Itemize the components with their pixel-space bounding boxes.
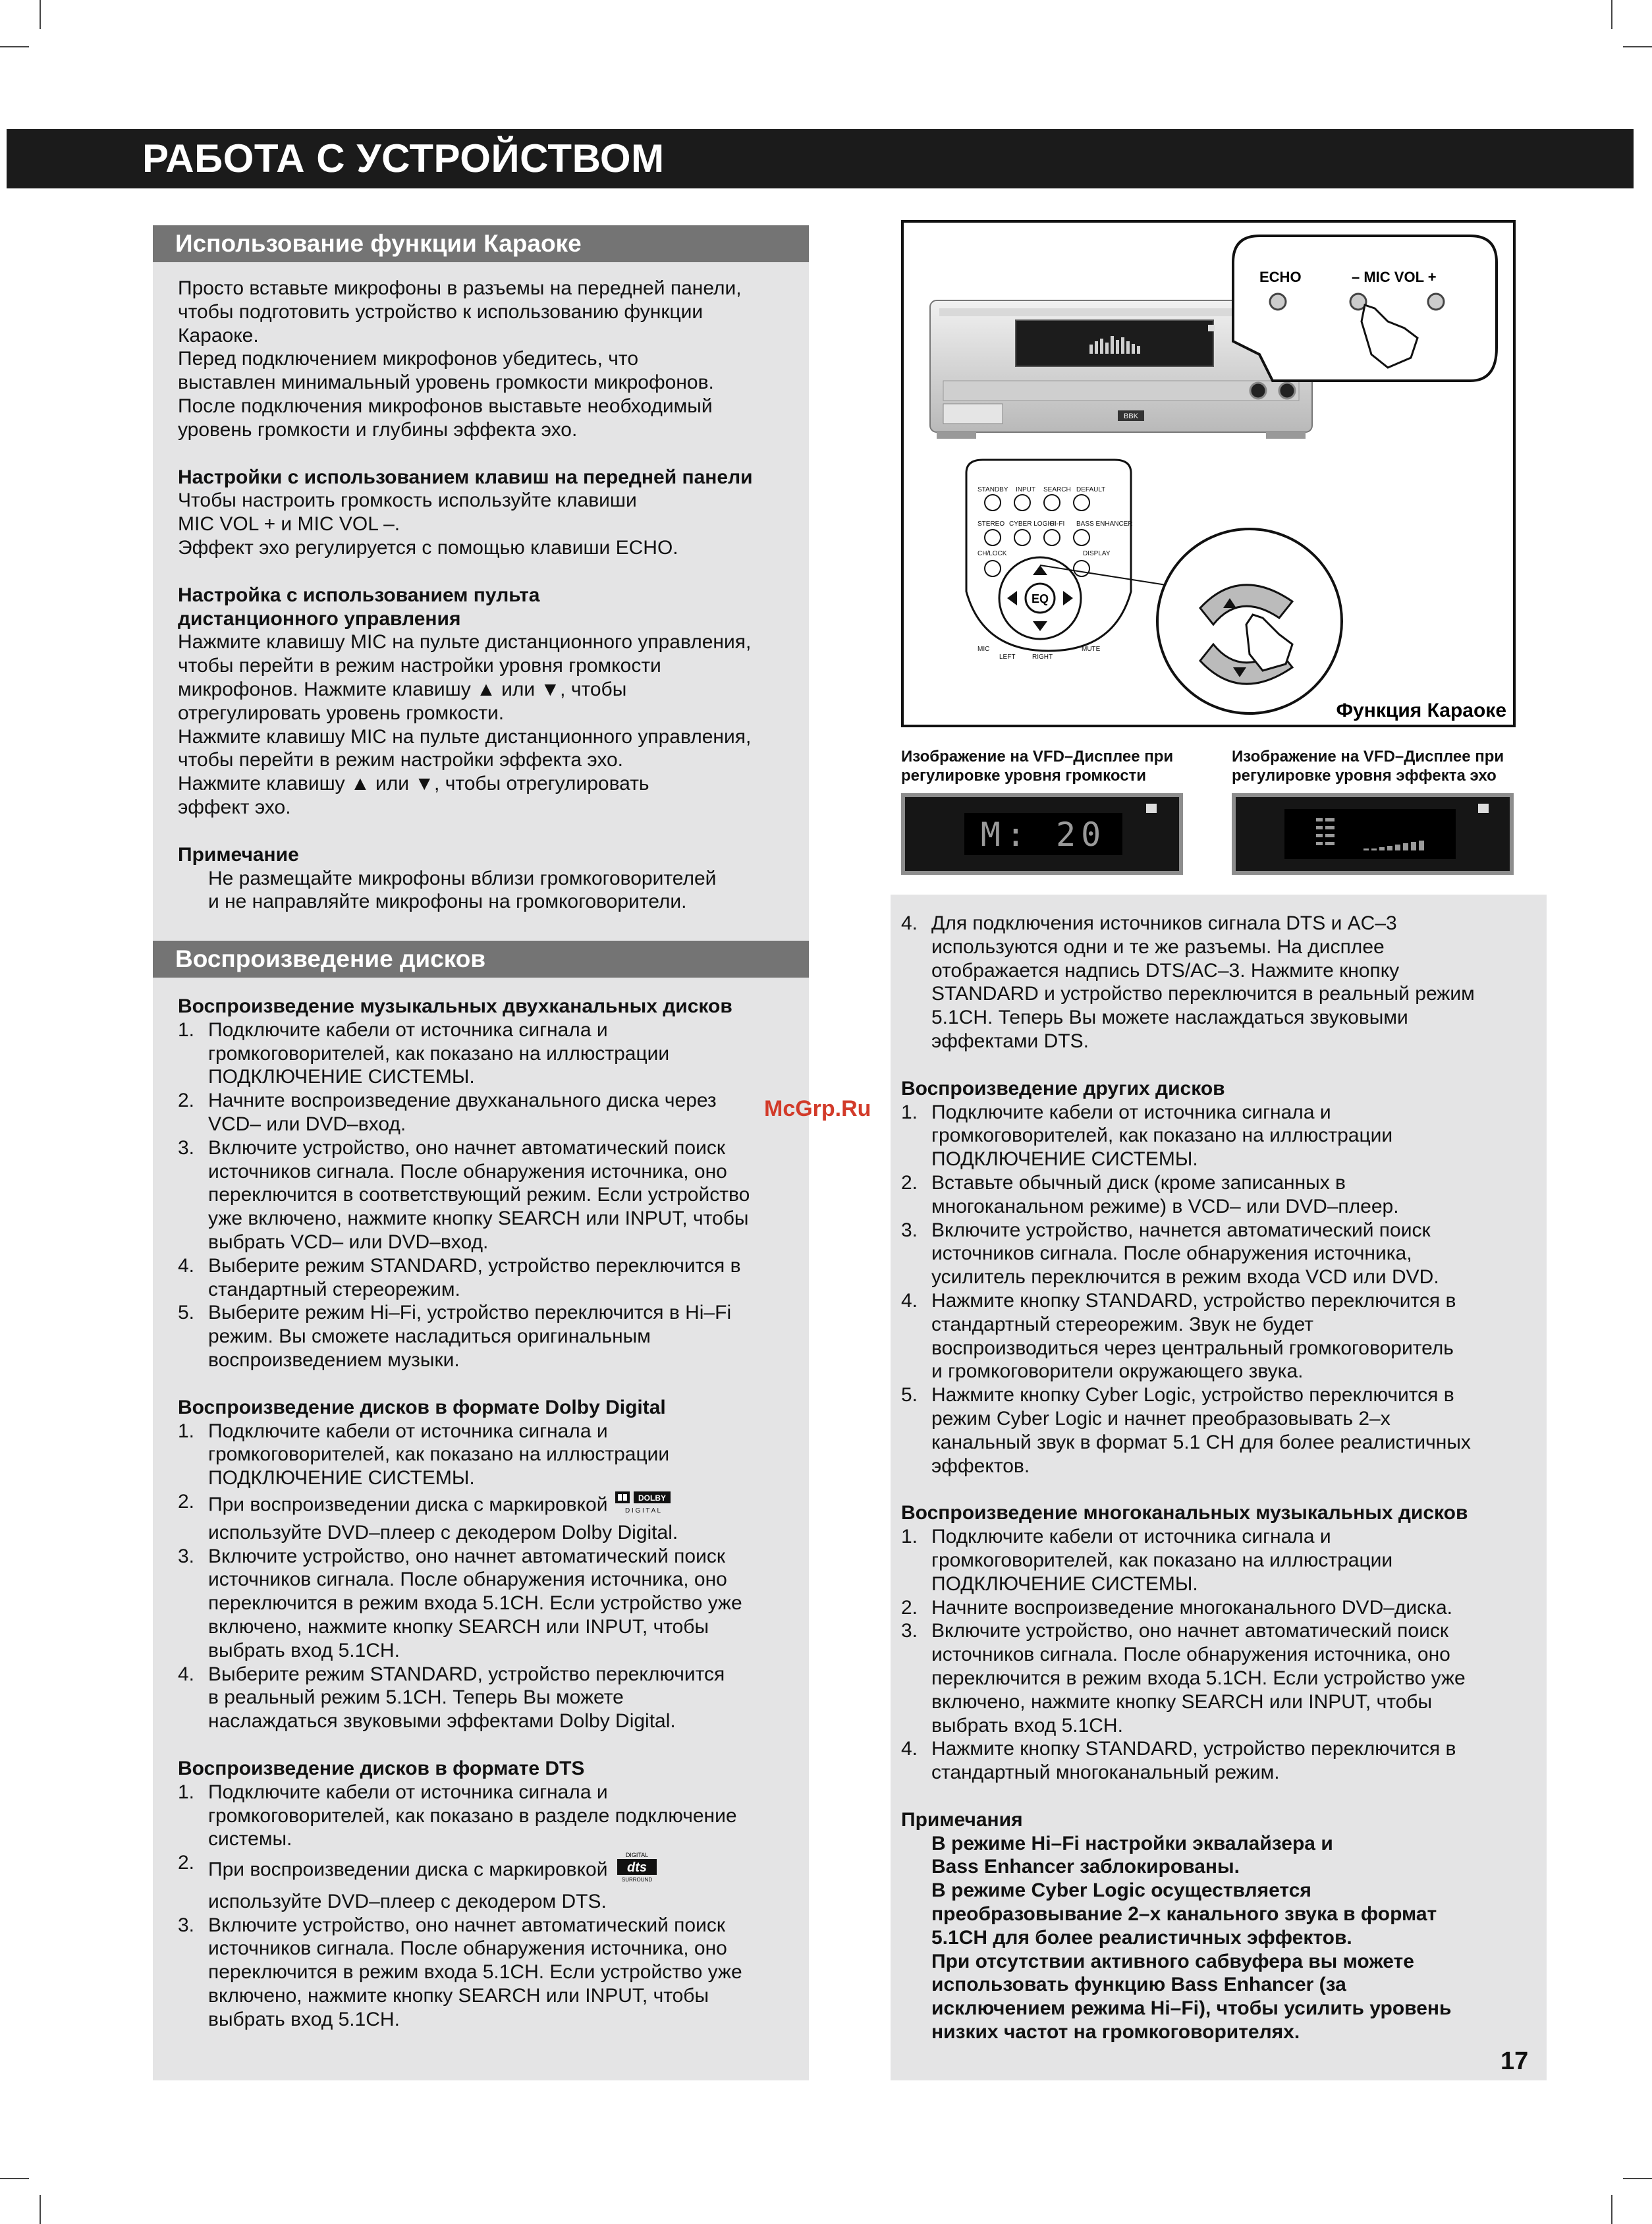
- text-line: ПОДКЛЮЧЕНИЕ СИСТЕМЫ.: [931, 1572, 1198, 1595]
- list-number: 1.: [901, 1101, 918, 1123]
- list-number: 4.: [178, 1254, 195, 1277]
- list-text: [208, 1851, 804, 1914]
- note-line: При отсутствии активного сабвуфера вы можете: [931, 1950, 1414, 1972]
- text-line: эффектов.: [931, 1455, 1030, 1477]
- note-line: В режиме Cyber Logic осуществляется: [931, 1879, 1311, 1902]
- remote-label: CYBER LOGIC: [1009, 520, 1055, 528]
- text-line: Подключите кабели от источника сигнала и: [208, 1781, 608, 1803]
- text-line: При воспроизведении диска с маркировкой DOLBY D I G I T A L: [208, 1490, 804, 1521]
- list-text: [931, 1596, 1533, 1620]
- remote-label: INPUT: [1016, 486, 1035, 493]
- list-number: 5.: [901, 1384, 918, 1406]
- list-text: [208, 1018, 804, 1089]
- text-line: Включите устройство, оно начнет автоматический поиск: [208, 1136, 725, 1159]
- karaoke-section-title: Использование функции Караоке: [153, 225, 809, 262]
- text-line: Нажмите клавишу MIC на пульте дистанционного управления,: [178, 725, 752, 748]
- text-line: Перед подключением микрофонов убедитесь, что: [178, 348, 639, 370]
- list-number: 3.: [901, 1620, 918, 1642]
- list-item: [901, 1596, 1533, 1620]
- text-line: источников сигнала. После обнаружения источника, оно: [208, 1160, 727, 1182]
- text-line: и громкоговорители окружающего звука.: [931, 1360, 1304, 1383]
- device-illustration: [904, 223, 1513, 725]
- text-line: в реальный режим 5.1CH. Теперь Вы можете: [208, 1686, 624, 1709]
- text-line: выставлен минимальный уровень громкости микрофонов.: [178, 372, 714, 394]
- karaoke-text: [178, 277, 804, 914]
- text-line: Подключите кабели от источника сигнала и: [931, 1101, 1331, 1123]
- text-line: громкоговорителей, как показано на иллюстрации: [931, 1125, 1393, 1147]
- notes-title: Примечания: [901, 1808, 1023, 1831]
- text-line: чтобы перейти в режим настройки уровня громкости: [178, 655, 661, 677]
- text-line: многоканальном режиме) в VCD– или DVD–плеер.: [931, 1195, 1399, 1217]
- vfd-volume-readout: M: 20: [980, 816, 1107, 854]
- list-text: [931, 1219, 1533, 1289]
- vfd-right-caption: [1232, 747, 1535, 785]
- note-line: 5.1CH для более реалистичных эффектов.: [931, 1926, 1352, 1949]
- text-line: переключится в режим входа 5.1CH. Если устройство уже: [208, 1961, 742, 1984]
- text-line: Выберите режим STANDARD, устройство переключится: [208, 1663, 725, 1685]
- list-item: [901, 1289, 1533, 1383]
- text-line: источников сигнала. После обнаружения источника,: [931, 1242, 1412, 1265]
- text-line: При воспроизведении диска с маркировкой DIGITAL dts SURROUND: [208, 1851, 804, 1890]
- list-number: 4.: [901, 1289, 918, 1312]
- text-line: Включите устройство, оно начнет автоматический поиск: [208, 1914, 725, 1936]
- crop-mark: [1623, 2178, 1652, 2179]
- text-line: эффект эхо.: [178, 796, 291, 818]
- svg-text:dts: dts: [627, 1860, 647, 1876]
- list-item: [901, 1525, 1533, 1596]
- text-line: наслаждаться звуковыми эффектами Dolby Digital.: [208, 1710, 676, 1733]
- remote-label: BASS ENHANCER: [1076, 520, 1133, 528]
- text-line: используются одни и те же разъемы. На дисплее: [931, 935, 1385, 958]
- list-item: [178, 1781, 804, 1851]
- multichannel-title: Воспроизведение многоканальных музыкальных дисков: [901, 1502, 1468, 1524]
- text-line: уровень громкости и глубины эффекта эхо.: [178, 418, 578, 441]
- text-line: режим Cyber Logic и начнет преобразовывать 2–х: [931, 1407, 1390, 1430]
- text-line: Включите устройство, начнется автоматический поиск: [931, 1219, 1431, 1241]
- dolby-list: [178, 1420, 804, 1733]
- note-line: В режиме Hi–Fi настройки эквалайзера и: [931, 1832, 1333, 1854]
- dts-item-4: [901, 912, 1533, 1053]
- text-line: чтобы перейти в режим настройки эффекта эхо.: [178, 749, 624, 771]
- list-number: 4.: [901, 1738, 918, 1760]
- vfd-echo-display: [1232, 793, 1514, 875]
- text-line: выбрать VCD– или DVD–вход.: [208, 1231, 489, 1253]
- text-line: ПОДКЛЮЧЕНИЕ СИСТЕМЫ.: [931, 1148, 1198, 1171]
- list-item: [901, 912, 1533, 1053]
- text-line: Подключите кабели от источника сигнала и: [208, 1018, 608, 1041]
- text-line: выбрать вход 5.1CH.: [208, 1639, 400, 1661]
- text-line: Нажмите клавишу MIC на пульте дистанционного управления,: [178, 631, 752, 653]
- text-line: источников сигнала. После обнаружения источника, оно: [208, 1937, 727, 1960]
- notes-block: [901, 1832, 1533, 2044]
- remote-label: RIGHT: [1032, 653, 1053, 661]
- karaoke-intro: [178, 277, 804, 442]
- page-number: 17: [1501, 2047, 1529, 2075]
- list-item: [178, 1490, 804, 1545]
- list-text: [208, 1136, 804, 1254]
- text-line: MIC VOL + и MIC VOL –.: [178, 513, 400, 536]
- remote-label: LEFT: [999, 653, 1016, 661]
- text-line: источников сигнала. После обнаружения источника, оно: [931, 1644, 1450, 1666]
- two-channel-title: Воспроизведение музыкальных двухканальных дисков: [178, 995, 732, 1017]
- text-line: Подключите кабели от источника сигнала и: [208, 1420, 608, 1442]
- note-line: низких частот на громкоговорителях.: [931, 2021, 1300, 2043]
- list-text: [931, 1525, 1533, 1596]
- list-number: 2.: [178, 1090, 195, 1112]
- list-text: [208, 1089, 804, 1136]
- svg-text:DIGITAL: DIGITAL: [626, 1852, 649, 1859]
- list-text: [931, 1619, 1533, 1737]
- text-line: Включите устройство, оно начнет автоматический поиск: [931, 1620, 1448, 1642]
- note-line: использовать функцию Bass Enhancer (за: [931, 1974, 1346, 1996]
- mic-callout: [1233, 236, 1497, 381]
- list-number: 3.: [178, 1136, 195, 1159]
- list-text: [208, 1490, 804, 1545]
- text-line: Подключите кабели от источника сигнала и: [931, 1526, 1331, 1548]
- text-line: Выберите режим Hi–Fi, устройство переключится в Hi–Fi: [208, 1302, 732, 1324]
- list-text: [931, 1289, 1533, 1383]
- text-line: выбрать вход 5.1CH.: [208, 2008, 400, 2030]
- list-item: [901, 1219, 1533, 1289]
- remote-label: STANDBY: [977, 486, 1008, 493]
- text-line: используйте DVD–плеер с декодером DTS.: [208, 1890, 607, 1912]
- crop-mark: [0, 46, 29, 47]
- text-line: переключится в соответствующий режим. Если устройство: [208, 1184, 750, 1206]
- text-line: включено, нажмите кнопку SEARCH или INPUT, чтобы: [931, 1690, 1433, 1713]
- text-line: выбрать вход 5.1CH.: [931, 1714, 1123, 1737]
- list-number: 3.: [178, 1545, 195, 1567]
- crop-mark: [1623, 46, 1652, 47]
- note-line: Не размещайте микрофоны вблизи громкоговорителей: [208, 867, 717, 889]
- crop-mark: [1611, 0, 1612, 29]
- text-line: STANDARD и устройство переключится в реальный режим: [931, 983, 1475, 1005]
- remote-label: DEFAULT: [1076, 486, 1106, 493]
- text-line: системы.: [208, 1828, 292, 1850]
- dpad-zoom: [1157, 529, 1342, 713]
- text-line: микрофонов. Нажмите клавишу ▲ или ▼, чтобы: [178, 678, 627, 700]
- text-line: Нажмите клавишу ▲ или ▼, чтобы отрегулировать: [178, 773, 649, 795]
- text-line: громкоговорителей, как показано на иллюстрации: [208, 1042, 670, 1065]
- dts-logo: [614, 1851, 660, 1890]
- list-item: [901, 1171, 1533, 1219]
- text-line: стандартный стереорежим. Звук не будет: [931, 1313, 1314, 1335]
- watermark: McGrp.Ru: [764, 1096, 871, 1121]
- list-item: [178, 1851, 804, 1914]
- crop-mark: [40, 2195, 41, 2224]
- list-item: [178, 1301, 804, 1372]
- list-item: [901, 1619, 1533, 1737]
- text-line: отображается надпись DTS/AC–3. Нажмите кнопку: [931, 959, 1400, 982]
- right-text: [901, 912, 1533, 2044]
- text-line: Для подключения источников сигнала DTS и AC–3: [931, 912, 1397, 934]
- text-line: отрегулировать уровень громкости.: [178, 702, 505, 724]
- vfd-volume-display: [901, 793, 1183, 875]
- list-text: [931, 1101, 1533, 1171]
- crop-mark: [1611, 2195, 1612, 2224]
- note-title: Примечание: [178, 843, 299, 866]
- list-number: 3.: [901, 1219, 918, 1241]
- text-line: ПОДКЛЮЧЕНИЕ СИСТЕМЫ.: [208, 1066, 475, 1088]
- page-title: РАБОТА С УСТРОЙСТВОМ: [142, 136, 665, 181]
- list-item: [178, 1420, 804, 1490]
- dolby-title: Воспроизведение дисков в формате Dolby Digital: [178, 1396, 666, 1418]
- list-text: [208, 1254, 804, 1302]
- remote-title: Настройка с использованием пульта: [178, 584, 540, 606]
- crop-mark: [0, 2178, 29, 2179]
- text-line: Просто вставьте микрофоны в разъемы на передней панели,: [178, 277, 742, 299]
- text-line: режим. Вы сможете насладиться оригинальным: [208, 1325, 651, 1348]
- text-line: Эффект эхо регулируется с помощью клавиши ECHO.: [178, 536, 678, 559]
- text-line: источников сигнала. После обнаружения источника, оно: [208, 1569, 727, 1591]
- remote-label: SEARCH: [1043, 486, 1071, 493]
- dolby-digital-logo: [614, 1490, 672, 1521]
- list-item: [901, 1101, 1533, 1171]
- list-item: [178, 1545, 804, 1663]
- text-line: включено, нажмите кнопку SEARCH или INPUT, чтобы: [208, 1985, 709, 2007]
- text-line: уже включено, нажмите кнопку SEARCH или INPUT, чтобы: [208, 1208, 749, 1230]
- remote-label: HI-FI: [1050, 520, 1065, 528]
- text-line: Караоке.: [178, 324, 259, 347]
- list-text: [208, 1301, 804, 1372]
- list-text: [208, 1420, 804, 1490]
- text-line: Нажмите кнопку STANDARD, устройство переключится в: [931, 1738, 1456, 1760]
- text-line: воспроизводиться через центральный громкоговоритель: [931, 1337, 1454, 1359]
- text-line: стандартный многоканальный режим.: [931, 1762, 1280, 1784]
- list-number: 1.: [178, 1420, 195, 1442]
- crop-mark: [40, 0, 41, 29]
- remote-eq-label: EQ: [1031, 592, 1049, 605]
- list-text: [931, 1171, 1533, 1219]
- note-line: и не направляйте микрофоны на громкоговорители.: [208, 891, 687, 913]
- text-line: После подключения микрофонов выставьте необходимый: [178, 395, 713, 417]
- front-panel-title: Настройки с использованием клавиш на передней панели: [178, 466, 753, 488]
- remote-label: MIC: [977, 646, 990, 653]
- list-number: 2.: [178, 1852, 195, 1874]
- karaoke-illustration: [901, 220, 1516, 727]
- remote-label: STEREO: [977, 520, 1005, 528]
- list-item: [178, 1089, 804, 1136]
- text-line: Нажмите кнопку Cyber Logic, устройство переключится в: [931, 1384, 1454, 1406]
- list-item: [178, 1018, 804, 1089]
- mic-vol-plus-knob: [1428, 294, 1444, 310]
- list-number: 3.: [178, 1914, 195, 1936]
- text-line: Вставьте обычный диск (кроме записанных в: [931, 1171, 1346, 1194]
- text-line: переключится в режим входа 5.1CH. Если устройство уже: [208, 1592, 742, 1615]
- text-line: Нажмите кнопку STANDARD, устройство переключится в: [931, 1289, 1456, 1312]
- list-item: [901, 1737, 1533, 1785]
- list-number: 1.: [178, 1018, 195, 1041]
- list-number: 2.: [901, 1171, 918, 1194]
- dts-title: Воспроизведение дисков в формате DTS: [178, 1757, 585, 1779]
- text-line: усилитель переключится в режим входа VCD или DVD.: [931, 1266, 1439, 1289]
- discs-section-title: Воспроизведение дисков: [153, 941, 809, 978]
- vfd-left-caption: [901, 747, 1204, 785]
- list-text: [931, 1737, 1533, 1785]
- svg-text:D I G I T A L: D I G I T A L: [625, 1507, 661, 1515]
- list-number: 4.: [178, 1663, 195, 1685]
- multichannel-list: [901, 1525, 1533, 1785]
- text-line: Начните воспроизведение многоканального DVD–диска.: [931, 1596, 1452, 1619]
- text-line: громкоговорителей, как показано на иллюстрации: [931, 1549, 1393, 1571]
- text-line: стандартный стереорежим.: [208, 1278, 460, 1300]
- list-item: [901, 1383, 1533, 1478]
- other-discs-title: Воспроизведение других дисков: [901, 1077, 1225, 1099]
- discs-text: [178, 995, 804, 2032]
- remote-title: дистанционного управления: [178, 607, 461, 630]
- text-line: 5.1CH. Теперь Вы можете наслаждаться звуковыми: [931, 1007, 1408, 1029]
- text-line: воспроизведением музыки.: [208, 1348, 460, 1371]
- remote-label: CH/LOCK: [977, 550, 1007, 557]
- text-line: Чтобы настроить громкость используйте клавиши: [178, 489, 637, 512]
- list-number: 1.: [178, 1781, 195, 1803]
- remote-label: MUTE: [1082, 646, 1101, 653]
- echo-label: ECHO: [1259, 269, 1302, 285]
- text-line: громкоговорителей, как показано в разделе подключение: [208, 1804, 737, 1827]
- list-item: [178, 1914, 804, 2032]
- dts-list: [178, 1781, 804, 2032]
- list-number: 1.: [901, 1526, 918, 1548]
- text-line: эффектами DTS.: [931, 1030, 1089, 1052]
- list-number: 2.: [178, 1490, 195, 1513]
- illustration-caption: Функция Караоке: [1336, 700, 1506, 721]
- list-text: [208, 1781, 804, 1851]
- text-line: громкоговорителей, как показано на иллюстрации: [208, 1443, 670, 1466]
- caption-line: Изображение на VFD–Дисплее при: [901, 748, 1174, 765]
- svg-text:SURROUND: SURROUND: [622, 1877, 653, 1883]
- text-line: VCD– или DVD–вход.: [208, 1113, 406, 1135]
- remote-control: [966, 460, 1187, 661]
- brand-logo: BBK: [1123, 412, 1139, 420]
- note-line: исключением режима Hi–Fi), чтобы усилить уровень: [931, 1997, 1452, 2020]
- text-line: Начните воспроизведение двухканального диска через: [208, 1090, 717, 1112]
- svg-text:DOLBY: DOLBY: [638, 1493, 667, 1503]
- other-discs-list: [901, 1101, 1533, 1478]
- list-text: [931, 1383, 1533, 1478]
- text-line: включено, нажмите кнопку SEARCH или INPUT, чтобы: [208, 1615, 709, 1638]
- mic-vol-label: – MIC VOL +: [1352, 269, 1437, 285]
- list-item: [178, 1136, 804, 1254]
- list-item: [178, 1254, 804, 1302]
- remote-label: DISPLAY: [1083, 550, 1111, 557]
- note-line: Bass Enhancer заблокированы.: [931, 1856, 1240, 1878]
- note-line: преобразовывание 2–х канального звука в формат: [931, 1903, 1437, 1926]
- text-line: используйте DVD–плеер с декодером Dolby Digital.: [208, 1521, 678, 1543]
- list-text: [208, 1545, 804, 1663]
- text-line: ПОДКЛЮЧЕНИЕ СИСТЕМЫ.: [208, 1467, 475, 1489]
- caption-line: Изображение на VFD–Дисплее при: [1232, 748, 1504, 765]
- text-line: Включите устройство, оно начнет автоматический поиск: [208, 1545, 725, 1567]
- list-number: 5.: [178, 1302, 195, 1324]
- two-channel-list: [178, 1018, 804, 1372]
- list-number: 4.: [901, 912, 918, 934]
- list-number: 2.: [901, 1596, 918, 1619]
- caption-line: регулировке уровня эффекта эхо: [1232, 767, 1497, 785]
- list-item: [178, 1663, 804, 1733]
- page-header: [7, 129, 1634, 188]
- text-line: переключится в режим входа 5.1CH. Если устройство уже: [931, 1667, 1466, 1689]
- list-text: [208, 1914, 804, 2032]
- list-text: [931, 912, 1533, 1053]
- text-line: чтобы подготовить устройство к использованию функции: [178, 300, 703, 323]
- text-line: Выберите режим STANDARD, устройство переключится в: [208, 1254, 741, 1277]
- text-line: канальный звук в формат 5.1 CH для более реалистичных: [931, 1431, 1471, 1453]
- caption-line: регулировке уровня громкости: [901, 767, 1147, 785]
- list-text: [208, 1663, 804, 1733]
- echo-knob: [1270, 294, 1286, 310]
